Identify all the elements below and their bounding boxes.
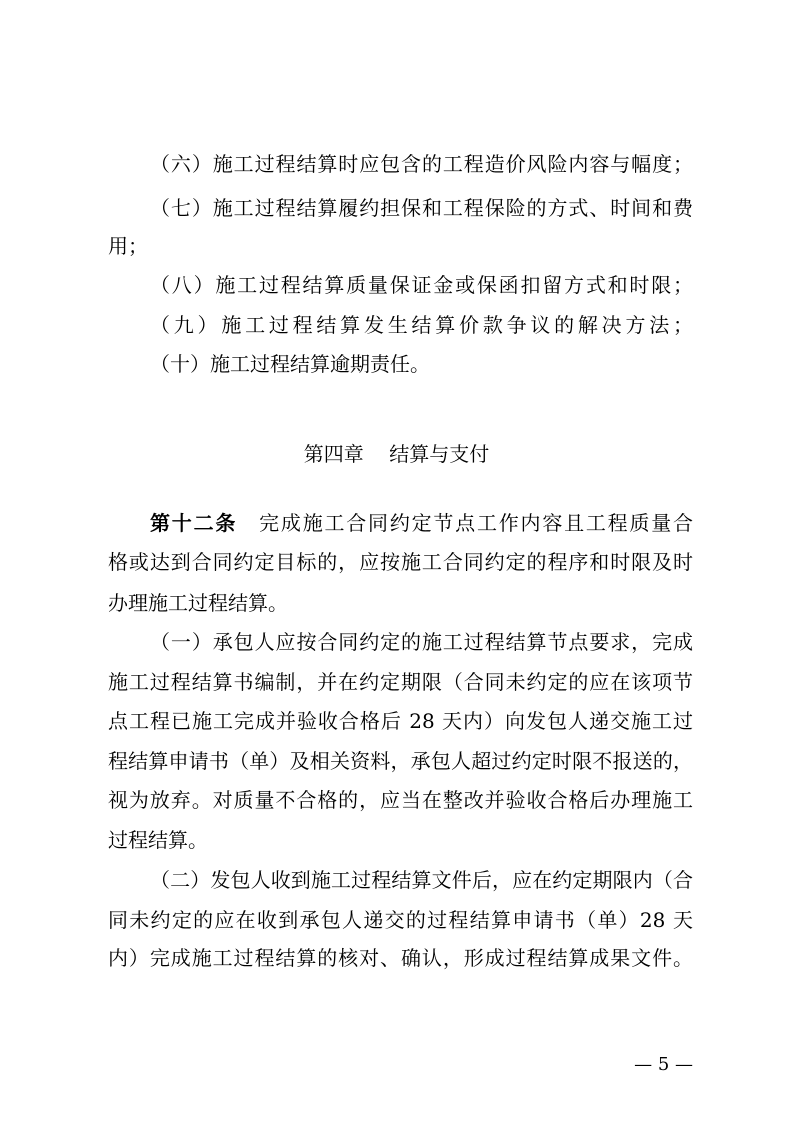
clause-1-line-6: 过程结算。 [108, 828, 208, 852]
list-item-7-line-1: （七）施工过程结算履约担保和工程保险的方式、时间和费 [150, 196, 693, 220]
article-12-line-3: 办理施工过程结算。 [108, 591, 288, 615]
clause-2-line-2: 同未约定的应在收到承包人递交的过程结算申请书（单）28 天 [108, 908, 693, 932]
list-item-10: （十）施工过程结算逾期责任。 [150, 352, 430, 376]
list-item-6: （六）施工过程结算时应包含的工程造价风险内容与幅度； [150, 152, 693, 176]
clause-2-line-1: （二）发包人收到施工过程结算文件后，应在约定期限内（合 [150, 868, 693, 892]
list-item-7-line-2: 用； [108, 234, 148, 258]
page-number: — 5 — [634, 1054, 693, 1075]
clause-1-line-3: 点工程已施工完成并验收合格后 28 天内）向发包人递交施工过 [108, 709, 693, 733]
clause-1-line-5: 视为放弃。对质量不合格的，应当在整改并验收合格后办理施工 [108, 788, 693, 812]
article-label: 第十二条 [150, 511, 238, 535]
article-12-line-1 [150, 509, 693, 537]
list-item-8: （八）施工过程结算质量保证金或保函扣留方式和时限； [150, 273, 693, 297]
clause-1-line-1: （一）承包人应按合同约定的施工过程结算节点要求，完成 [150, 630, 693, 654]
clause-1-line-4: 程结算申请书（单）及相关资料，承包人超过约定时限不报送的， [108, 749, 693, 773]
list-item-9: （九）施工过程结算发生结算价款争议的解决方法； [150, 313, 693, 337]
article-12-text: 完成施工合同约定节点工作内容且工程质量合 [259, 511, 693, 535]
clause-2-line-3: 内）完成施工过程结算的核对、确认，形成过程结算成果文件。 [108, 946, 693, 970]
article-12-line-2: 格或达到合同约定目标的，应按施工合同约定的程序和时限及时 [108, 550, 693, 574]
chapter-heading: 第四章 结算与支付 [303, 442, 490, 466]
clause-1-line-2: 施工过程结算书编制，并在约定期限（合同未约定的应在该项节 [108, 670, 693, 694]
